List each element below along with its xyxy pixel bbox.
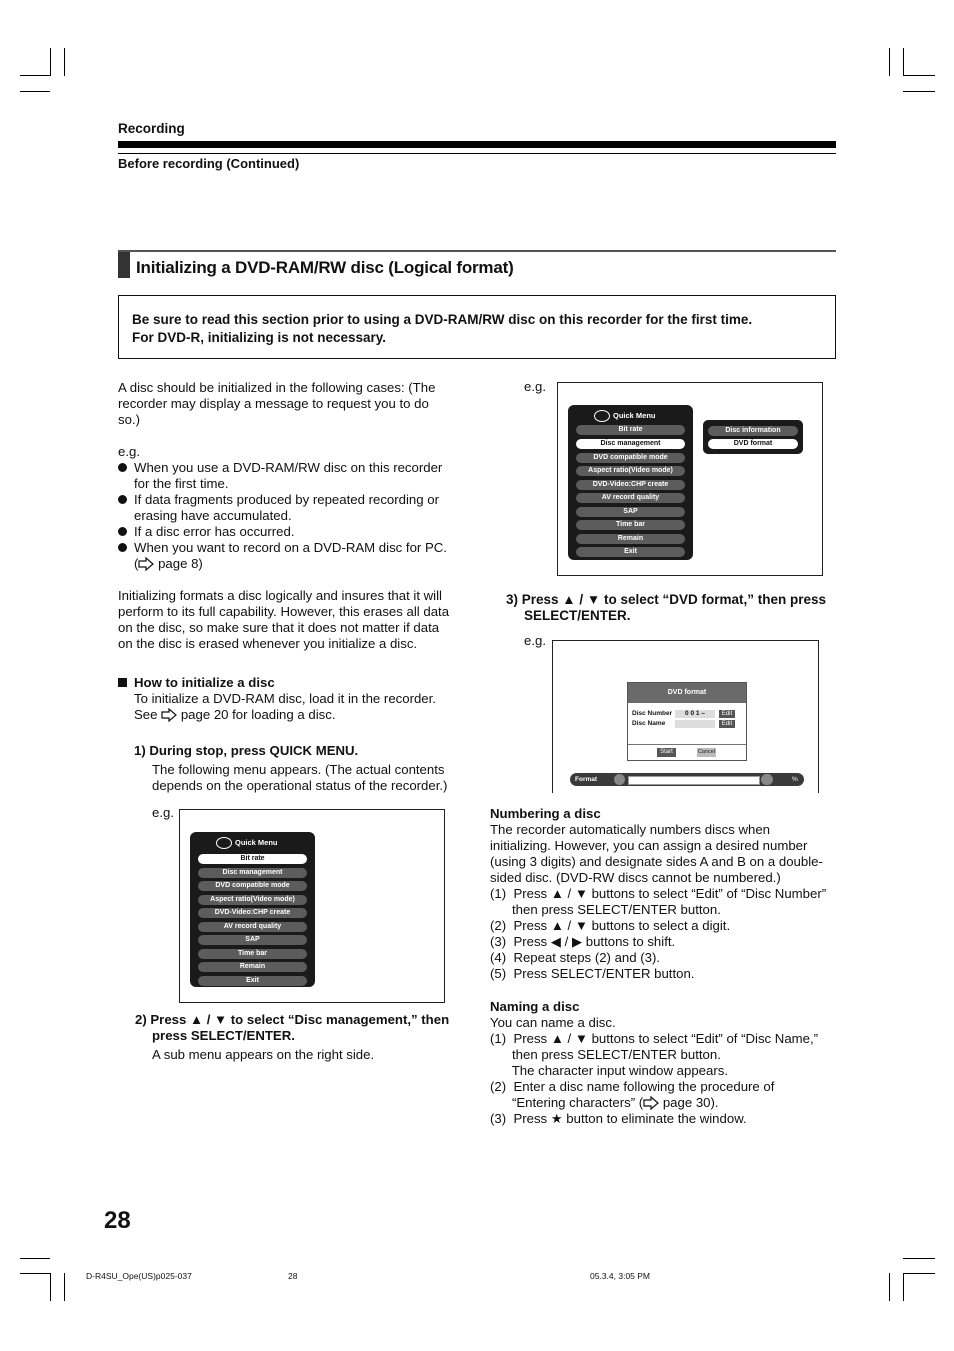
- quick-menu-item[interactable]: Remain: [576, 534, 685, 544]
- step-3-title: 3) Press ▲ / ▼ to select “DVD format,” then press: [506, 592, 827, 607]
- disc-number-edit-button[interactable]: Edit: [719, 710, 735, 718]
- dialog-title: DVD format: [628, 683, 746, 703]
- title-rule: [118, 250, 836, 252]
- left-column: A disc should be initialized in the following cases: (The recorder may display a message to request you to do so.) e.g. When you use a DVD-RAM/RW disc on this recorder for the first time. If data fragments produced by repeated recording or erasing have accumulated. If a disc error has occurred. When you want to record on a DVD-RAM disc for PC. ( page 8) Initializing formats a disc logically and insures that it will perform to its full capability. However, this erases all data on the disc, so make sure that it does not matter if data on the disc is erased whenever you initialize a disc. How to initialize a disc To initialize a DVD-RAM disc, load it in the recorder. See page 20 for loading a disc. 1) During stop, press QUICK MENU. The following menu appears. (The actual contents depends on the operational status of the recorder.): [118, 380, 468, 794]
- quick-menu-item[interactable]: Time bar: [198, 949, 307, 959]
- numbering-title: Numbering a disc: [490, 806, 601, 821]
- quick-menu-item[interactable]: Time bar: [576, 520, 685, 530]
- how-to-title: How to initialize a disc: [118, 675, 468, 691]
- bullet-icon: [118, 495, 127, 504]
- quick-menu-item[interactable]: Exit: [576, 547, 685, 557]
- quick-menu-item[interactable]: DVD-Video:CHP create: [198, 908, 307, 918]
- quick-menu-item[interactable]: SAP: [198, 935, 307, 945]
- dvd-logo-icon: [594, 410, 610, 422]
- quick-menu-item[interactable]: Aspect ratio(Video mode): [198, 895, 307, 905]
- intro-text: recorder may display a message to request you to do: [118, 396, 429, 411]
- quick-menu-item[interactable]: Aspect ratio(Video mode): [576, 466, 685, 476]
- crop-mark: [20, 1258, 50, 1259]
- quick-menu-item[interactable]: AV record quality: [576, 493, 685, 503]
- step-1-title: 1) During stop, press QUICK MENU.: [134, 743, 359, 758]
- quick-menu-item[interactable]: Bit rate: [576, 425, 685, 435]
- disc-icon: [614, 774, 625, 785]
- crop-mark: [20, 75, 50, 76]
- disc-name-edit-button[interactable]: Edit: [719, 720, 735, 728]
- crop-mark: [889, 1273, 890, 1301]
- quick-menu-item[interactable]: DVD compatible mode: [576, 453, 685, 463]
- bullet-item: If a disc error has occurred.: [118, 524, 468, 540]
- page-title: Initializing a DVD-RAM/RW disc (Logical format): [136, 258, 514, 277]
- format-progress-bar: [570, 773, 804, 786]
- crop-mark: [889, 48, 890, 76]
- description-text: on the disc is erased whenever you initialize a disc.: [118, 636, 418, 651]
- description-text: perform to its full capability. However, this erases all data: [118, 604, 450, 619]
- bullet-icon: [118, 527, 127, 536]
- quick-menu-item[interactable]: DVD-Video:CHP create: [576, 480, 685, 490]
- disc-management-submenu: [703, 420, 803, 454]
- section-header: Recording: [118, 121, 185, 136]
- dvd-logo-icon: [216, 837, 232, 849]
- quick-menu-item[interactable]: Remain: [198, 962, 307, 972]
- dvd-format-screenshot: [552, 640, 819, 793]
- page-reference-arrow-icon: [161, 708, 177, 722]
- page-reference-arrow-icon: [138, 557, 154, 571]
- quick-menu: Quick Menu Bit rate Disc management DVD compatible mode Aspect ratio(Video mode) DVD-Video:CHP create AV record quality SAP Time bar Remain Exit: [190, 832, 315, 987]
- progress-end-cap: [761, 774, 773, 785]
- footer-page: 28: [288, 1271, 298, 1281]
- dvd-format-dialog: [627, 682, 747, 761]
- quick-menu-screenshot: [179, 809, 445, 1003]
- subsection-header: Before recording (Continued): [118, 156, 300, 171]
- crop-mark: [903, 75, 935, 76]
- footer-file: D-R4SU_Ope(US)p025-037: [86, 1271, 192, 1281]
- footer-timestamp: 05.3.4, 3:05 PM: [590, 1271, 651, 1281]
- crop-mark: [64, 1273, 65, 1301]
- header-rule: [118, 141, 836, 148]
- dialog-divider: [628, 744, 746, 745]
- submenu-item[interactable]: Disc information: [708, 426, 798, 436]
- start-button[interactable]: Start: [657, 748, 676, 757]
- intro-text: A disc should be initialized in the following cases: (The: [118, 380, 436, 395]
- crop-mark: [903, 48, 904, 76]
- notice-line: Be sure to read this section prior to using a DVD-RAM/RW disc on this recorder for the first time.: [132, 312, 753, 327]
- right-column: Numbering a disc The recorder automatically numbers discs when initializing. However, you can assign a desired number (using 3 digits) and designate sides A and B on a double- sided disc. (DVD-RW discs cannot be numbered.) (1) Press ▲ / ▼ buttons to select “Edit” of “Disc Number” then press SELECT/ENTER button. (2) Press ▲ / ▼ buttons to select a digit. (3) Press ◀ / ▶ buttons to shift. (4) Repeat steps (2) and (3). (5) Press SELECT/ENTER button. Naming a disc You can name a disc. (1) Press ▲ / ▼ buttons to select “Edit” of “Disc Name,” then press SELECT/ENTER button. The character input window appears. (2) Enter a disc name following the procedure of “Entering characters” ( page 30). (3) Press ★ button to eliminate the window.: [490, 806, 838, 1127]
- eg-label: e.g.: [524, 379, 546, 394]
- crop-mark: [64, 48, 65, 76]
- quick-menu-item[interactable]: SAP: [576, 507, 685, 517]
- crop-mark: [903, 1273, 904, 1301]
- step-2-title: 2) Press ▲ / ▼ to select “Disc management,” then: [135, 1012, 450, 1027]
- quick-menu-item[interactable]: DVD compatible mode: [198, 881, 307, 891]
- step-3-title: SELECT/ENTER.: [524, 608, 631, 623]
- progress-track: [628, 776, 760, 785]
- crop-mark: [20, 91, 50, 92]
- quick-menu-item[interactable]: Bit rate: [198, 854, 307, 864]
- bullet-icon: [118, 463, 127, 472]
- step-2-title: press SELECT/ENTER.: [152, 1028, 295, 1043]
- description-text: Initializing formats a disc logically and insures that it will: [118, 588, 442, 603]
- quick-menu: Quick Menu Bit rate Disc management DVD compatible mode Aspect ratio(Video mode) DVD-Video:CHP create AV record quality SAP Time bar Remain Exit: [568, 405, 693, 560]
- crop-mark: [50, 48, 51, 76]
- square-bullet-icon: [118, 678, 127, 687]
- crop-mark: [903, 1273, 935, 1274]
- page-number: 28: [104, 1207, 131, 1234]
- quick-menu-item[interactable]: Disc management: [198, 868, 307, 878]
- bullet-item: If data fragments produced by repeated recording or: [118, 492, 468, 508]
- bullet-icon: [118, 543, 127, 552]
- title-marker: [118, 252, 130, 278]
- bullet-item: When you want to record on a DVD-RAM disc for PC.: [118, 540, 468, 556]
- disc-number-field[interactable]: 0 0 1 –: [675, 710, 715, 718]
- crop-mark: [903, 1258, 935, 1259]
- progress-unit: %: [792, 776, 798, 783]
- eg-label: e.g.: [524, 633, 546, 648]
- disc-name-label: Disc Name: [632, 720, 666, 727]
- quick-menu-item[interactable]: Exit: [198, 976, 307, 986]
- quick-menu-item[interactable]: Disc management: [576, 439, 685, 449]
- submenu-item[interactable]: DVD format: [708, 439, 798, 449]
- eg-label: e.g.: [152, 805, 174, 820]
- crop-mark: [20, 1273, 50, 1274]
- crop-mark: [50, 1273, 51, 1301]
- step-2-description: A sub menu appears on the right side.: [152, 1047, 375, 1062]
- notice-box: [118, 295, 836, 359]
- progress-label: Format: [575, 776, 598, 783]
- description-text: on the disc, so make sure that it does not matter if data: [118, 620, 440, 635]
- notice-line: For DVD-R, initializing is not necessary.: [132, 330, 387, 345]
- naming-title: Naming a disc: [490, 999, 580, 1014]
- disc-number-label: Disc Number: [632, 710, 673, 717]
- quick-menu-item[interactable]: AV record quality: [198, 922, 307, 932]
- submenu-screenshot: [557, 382, 823, 576]
- bullet-item: When you use a DVD-RAM/RW disc on this recorder: [118, 460, 468, 476]
- header-thin-rule: [118, 153, 836, 154]
- intro-text: so.): [118, 412, 140, 427]
- eg-label: e.g.: [118, 444, 140, 459]
- page-reference-arrow-icon: [643, 1096, 659, 1110]
- crop-mark: [903, 91, 935, 92]
- cancel-button[interactable]: Cancel: [697, 749, 716, 755]
- disc-name-field[interactable]: [675, 720, 715, 728]
